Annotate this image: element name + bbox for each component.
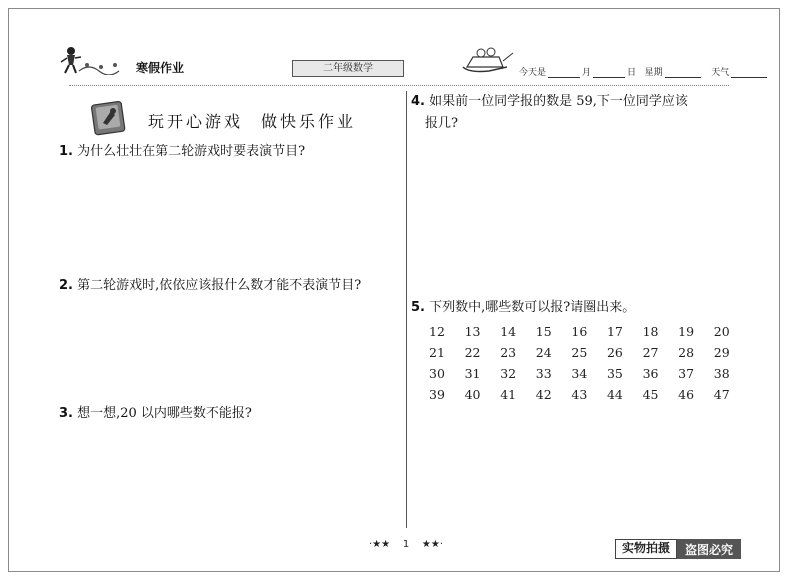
- date-label-weather: 天气: [711, 68, 730, 78]
- question-number: 5.: [411, 300, 425, 315]
- banner-title-part2: 做快乐作业: [261, 112, 357, 131]
- banner-title-part1: 玩开心游戏: [148, 112, 244, 131]
- number-cell[interactable]: 34: [571, 366, 588, 381]
- number-grid: [429, 321, 749, 405]
- question-number: 1.: [59, 144, 73, 159]
- date-label-day: 日: [627, 68, 637, 78]
- question-text: 想一想,20 以内哪些数不能报?: [77, 406, 252, 421]
- number-cell[interactable]: 44: [606, 387, 623, 402]
- number-cell[interactable]: 38: [713, 366, 730, 381]
- question-text: 如果前一位同学报的数是 59,下一位同学应该: [429, 94, 688, 109]
- number-cell[interactable]: 22: [464, 345, 481, 360]
- number-cell[interactable]: 25: [571, 345, 588, 360]
- month-blank[interactable]: [548, 67, 580, 78]
- number-cell[interactable]: 47: [713, 387, 730, 402]
- number-cell[interactable]: 15: [535, 324, 552, 339]
- date-fill-line: [519, 65, 769, 78]
- number-cell[interactable]: 21: [429, 345, 445, 360]
- question-text: 为什么壮壮在第二轮游戏时要表演节目?: [77, 144, 306, 159]
- subject-label: 二年级数学: [292, 60, 404, 77]
- number-row: [429, 342, 749, 363]
- number-cell[interactable]: 19: [678, 324, 695, 339]
- question-5: [411, 297, 635, 319]
- number-cell[interactable]: 13: [464, 324, 481, 339]
- number-cell[interactable]: 12: [429, 324, 445, 339]
- number-cell[interactable]: 39: [429, 387, 445, 402]
- number-cell[interactable]: 42: [535, 387, 552, 402]
- number-cell[interactable]: 36: [642, 366, 659, 381]
- number-cell[interactable]: 28: [678, 345, 695, 360]
- question-3: [59, 403, 252, 425]
- brand-title: 寒假作业: [136, 61, 185, 75]
- banner-title: [148, 109, 356, 132]
- question-text-continued: 报几?: [425, 116, 458, 131]
- stamp-left: 实物拍摄: [615, 539, 677, 559]
- number-cell[interactable]: 37: [678, 366, 695, 381]
- question-text: 第二轮游戏时,依依应该报什么数才能不表演节目?: [77, 278, 362, 293]
- sleigh-icon: [459, 47, 517, 75]
- number-cell[interactable]: 31: [464, 366, 481, 381]
- question-number: 2.: [59, 278, 73, 293]
- number-cell[interactable]: 17: [606, 324, 623, 339]
- number-cell[interactable]: 32: [500, 366, 517, 381]
- column-divider: [406, 91, 407, 528]
- stamp-right: 盗图必究: [677, 539, 741, 559]
- number-cell[interactable]: 26: [606, 345, 623, 360]
- number-cell[interactable]: 24: [535, 345, 552, 360]
- date-label-month: 月: [582, 68, 592, 78]
- question-text: 下列数中,哪些数可以报?请圈出来。: [429, 300, 636, 315]
- date-label-today: 今天是: [519, 68, 547, 78]
- number-cell[interactable]: 23: [500, 345, 517, 360]
- question-number: 3.: [59, 406, 73, 421]
- workbook-page: [8, 8, 780, 572]
- boy-logo-icon: [57, 45, 147, 75]
- date-label-weekday: 星期: [644, 68, 663, 78]
- page-number: 1: [402, 539, 410, 550]
- number-cell[interactable]: 43: [571, 387, 588, 402]
- question-4: [411, 91, 688, 135]
- question-number: 4.: [411, 94, 425, 109]
- weekday-blank[interactable]: [665, 67, 701, 78]
- day-blank[interactable]: [593, 67, 625, 78]
- number-cell[interactable]: 30: [429, 366, 445, 381]
- number-cell[interactable]: 18: [642, 324, 659, 339]
- watermark-stamp: [615, 539, 741, 559]
- question-2: [59, 275, 361, 297]
- page-header: [9, 9, 779, 84]
- weather-blank[interactable]: [731, 67, 767, 78]
- number-cell[interactable]: 29: [713, 345, 730, 360]
- number-cell[interactable]: 41: [500, 387, 517, 402]
- number-cell[interactable]: 33: [535, 366, 552, 381]
- number-cell[interactable]: 27: [642, 345, 659, 360]
- number-cell[interactable]: 45: [642, 387, 659, 402]
- number-cell[interactable]: 40: [464, 387, 481, 402]
- header-divider: [69, 85, 729, 86]
- number-row: [429, 321, 749, 342]
- number-cell[interactable]: 20: [713, 324, 730, 339]
- number-cell[interactable]: 14: [500, 324, 517, 339]
- number-row: [429, 384, 749, 405]
- book-icon: [89, 97, 129, 137]
- number-row: [429, 363, 749, 384]
- number-cell[interactable]: 16: [571, 324, 588, 339]
- number-cell[interactable]: 35: [606, 366, 623, 381]
- number-cell[interactable]: 46: [678, 387, 695, 402]
- page-number-footer: ·★★ 1 ★★·: [369, 539, 444, 550]
- question-1: [59, 141, 305, 163]
